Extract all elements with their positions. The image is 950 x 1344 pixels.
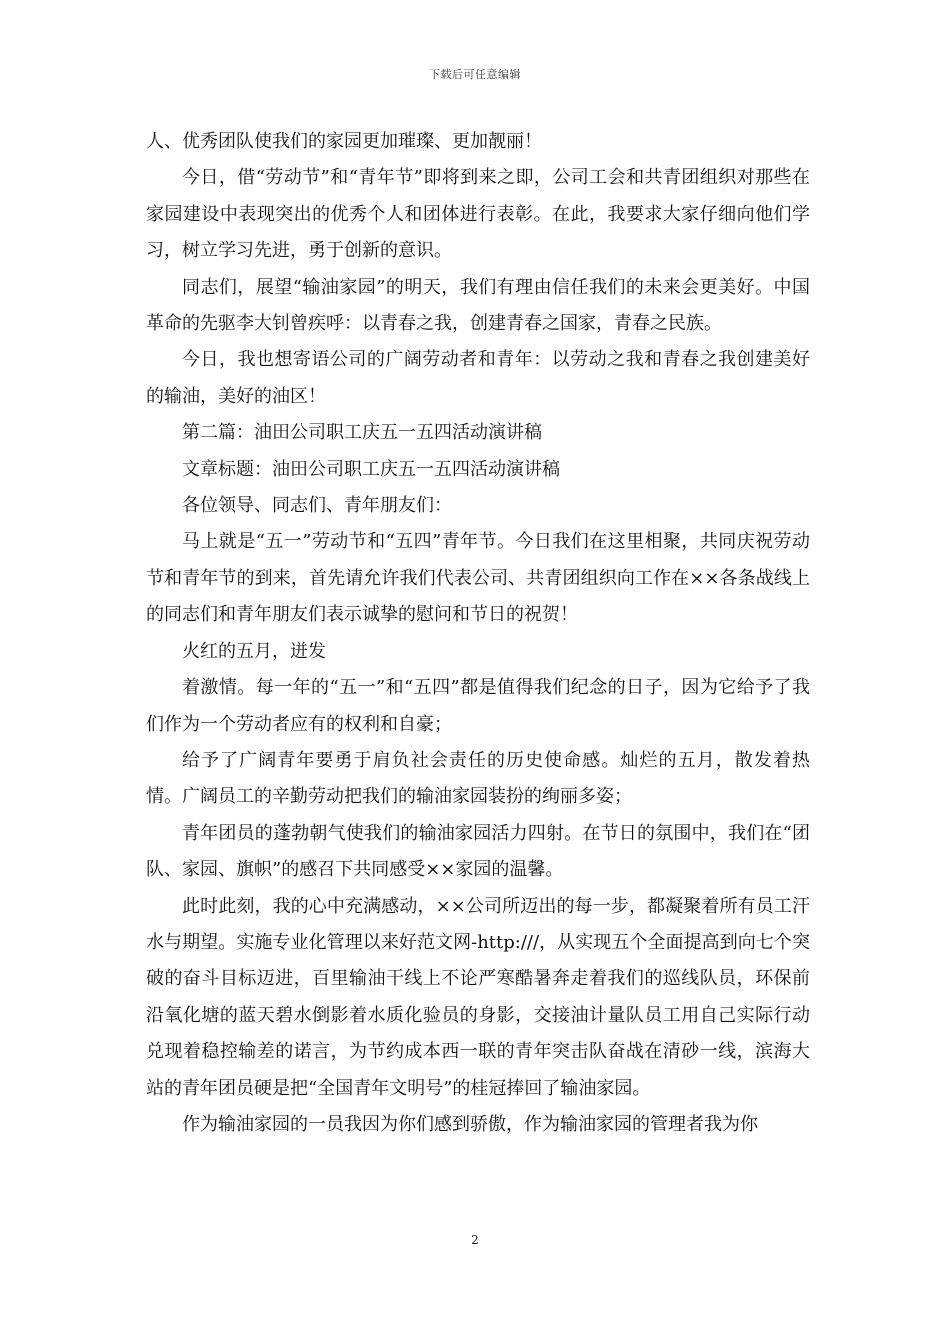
article-title: 文章标题：油田公司职工庆五一五四活动演讲稿 (182, 458, 560, 480)
paragraph: 给予了广阔青年要勇于肩负社会责任的历史使命感。灿烂的五月，散发着热情。广阔员工的辛勤劳动把我们的输油家园装扮的绚丽多姿； (146, 749, 810, 808)
section-heading: 第二篇：油田公司职工庆五一五四活动演讲稿 (182, 422, 542, 444)
paragraph: 马上就是“五一”劳动节和“五四”青年节。今日我们在这里相聚，共同庆祝劳动节和青年节的到来，首先请允许我们代表公司、共青团组织向工作在××各条战线上的同志们和青年朋友们表示诚挚的慰问和节日的祝贺！ (146, 531, 810, 626)
paragraph: 青年团员的蓬勃朝气使我们的输油家园活力四射。在节日的氛围中，我们在“团队、家园、旗帜”的感召下共同感受××家园的温馨。 (146, 822, 810, 881)
document-body (146, 124, 810, 1143)
page-number: 2 (471, 1233, 479, 1247)
salutation: 各位领导、同志们、青年朋友们： (182, 495, 452, 517)
paragraph: 今日，我也想寄语公司的广阔劳动者和青年：以劳动之我和青春之我创建美好的输油，美好的油区！ (146, 349, 810, 407)
paragraph: 同志们，展望“输油家园”的明天，我们有理由信任我们的未来会更美好。中国革命的先驱李大钊曾疾呼：以青春之我，创建青春之国家，青春之民族。 (146, 276, 810, 335)
paragraph: 今日，借“劳动节”和“青年节”即将到来之即，公司工会和共青团组织对那些在家园建设中表现突出的优秀个人和团体进行表彰。在此，我要求大家仔细向他们学习，树立学习先进，勇于创新的意识。 (146, 167, 810, 262)
paragraph: 此时此刻，我的心中充满感动，××公司所迈出的每一步，都凝聚着所有员工汗水与期望。实施专业化管理以来好范文网-http:///，从实现五个全面提高到向七个突破的奋斗目标迈进，百里输油干线上不论严寒酷暑奔走着我们的巡线队员，环保前沿氧化塘的蓝天碧水倒影着水质化验员的身影，交接油计量队员工用自己实际行动兑现着稳控输差的诺言，为节约成本西一联的青年突击队奋战在清砂一线，滨海大站的青年团员硬是把“全国青年文明号”的桂冠捧回了输油家园。 (146, 895, 810, 1099)
paragraph: 人、优秀团队使我们的家园更加璀璨、更加靓丽！ (146, 131, 542, 152)
paragraph: 火红的五月，迸发 (182, 640, 326, 662)
paragraph: 着激情。每一年的“五一”和“五四”都是值得我们纪念的日子，因为它给予了我们作为一个劳动者应有的权利和自豪； (146, 677, 810, 735)
paragraph: 作为输油家园的一员我因为你们感到骄傲，作为输油家园的管理者我为你 (182, 1113, 758, 1135)
page-header: 下载后可任意编辑 (429, 68, 521, 81)
